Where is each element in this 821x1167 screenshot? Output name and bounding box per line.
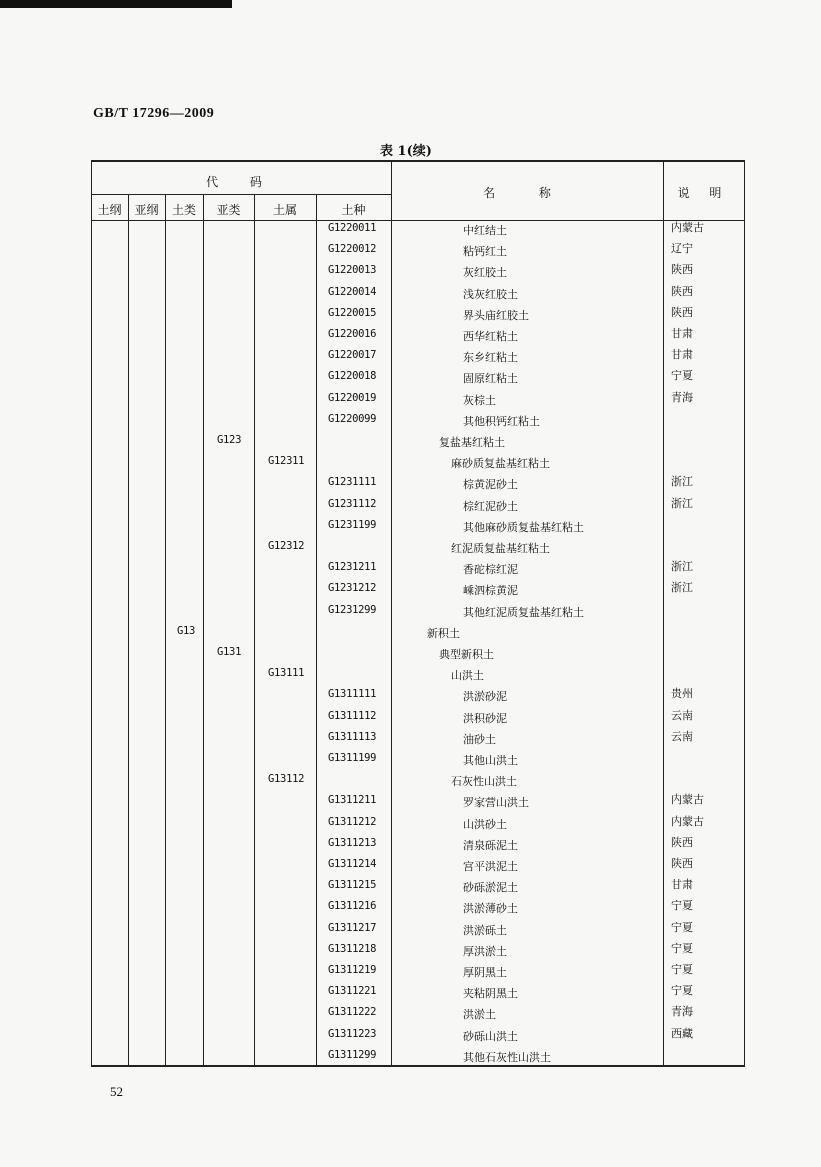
- row-code: G1231199: [328, 518, 377, 531]
- row-code: G1311219: [328, 964, 377, 976]
- row-note: 云南: [671, 729, 693, 743]
- row-note: 甘肃: [671, 327, 693, 340]
- row-code: G1311223: [328, 1027, 377, 1040]
- row-code: G1220016: [328, 328, 377, 340]
- row-name: 洪淤砾土: [463, 923, 507, 937]
- row-code: G1220099: [328, 412, 377, 425]
- row-name: 洪积砂泥: [463, 711, 507, 725]
- row-code: G1311218: [328, 942, 377, 955]
- row-note: 云南: [671, 708, 693, 722]
- row-name: 山洪土: [451, 669, 484, 683]
- header-series: 土种: [341, 203, 366, 217]
- row-note: 浙江: [671, 475, 693, 489]
- row-name: 其他石灰性山洪土: [463, 1050, 551, 1064]
- header-name: 名 称: [483, 186, 571, 200]
- row-note: 陕西: [671, 263, 693, 277]
- page-number: 52: [110, 1084, 123, 1099]
- row-name: 洪淤土: [463, 1008, 496, 1022]
- row-name: 洪淤薄砂土: [463, 902, 518, 916]
- row-name: 嵊泗棕黄泥: [463, 584, 518, 598]
- row-code: G1311215: [328, 879, 377, 892]
- row-name: 宫平洪泥土: [463, 860, 518, 873]
- row-code: G1311113: [328, 730, 377, 743]
- row-note: 陕西: [671, 835, 693, 849]
- row-note: 浙江: [671, 560, 693, 574]
- header-soil-order: 土纲: [97, 203, 122, 217]
- table-header-bottom-rule: [91, 220, 745, 221]
- row-name: 灰棕土: [463, 393, 496, 407]
- row-name: 其他麻砂质复盐基红粘土: [463, 520, 584, 534]
- header-note: 说 明: [677, 186, 730, 200]
- row-name: 灰红胶土: [463, 266, 507, 280]
- row-note: 甘肃: [671, 878, 693, 892]
- row-code: G1311214: [328, 858, 377, 870]
- row-note: 贵州: [671, 687, 693, 701]
- row-code: G1220018: [328, 370, 377, 383]
- row-name: 山洪砂土: [463, 817, 507, 831]
- standard-number: GB/T 17296—2009: [93, 106, 215, 121]
- row-note: 宁夏: [671, 369, 693, 383]
- row-note: 宁夏: [671, 941, 693, 955]
- table-caption: 表 1(续): [380, 144, 432, 159]
- row-note: 宁夏: [671, 899, 693, 913]
- col-rule: [744, 160, 745, 1066]
- row-code: G1311216: [328, 900, 377, 913]
- row-code: G1220014: [328, 285, 377, 298]
- row-code: G1231111: [328, 476, 377, 489]
- row-name: 中红结土: [463, 224, 507, 237]
- col-rule: [663, 160, 664, 1066]
- row-name: 砂砾山洪土: [463, 1029, 518, 1043]
- soil-code-table: [91, 160, 745, 1072]
- row-name: 棕红泥砂土: [463, 499, 518, 513]
- row-code: G1311221: [328, 985, 377, 998]
- row-code: G1220015: [328, 306, 377, 319]
- row-code: G1220017: [328, 349, 377, 362]
- col-rule: [128, 194, 129, 1066]
- header-family: 土属: [272, 203, 297, 217]
- row-code: G1231299: [328, 603, 377, 616]
- row-name: 界头庙红胶土: [463, 308, 529, 322]
- header-suborder: 亚纲: [134, 203, 159, 217]
- row-name: 浅灰红胶土: [463, 287, 518, 301]
- row-name: 夹粘阴黑土: [463, 987, 518, 1001]
- row-code: G1311112: [328, 709, 377, 722]
- row-code: G1220013: [328, 264, 377, 277]
- row-name: 其他积钙红粘土: [463, 414, 540, 428]
- code-group-header: 代 码: [206, 175, 276, 189]
- row-name: 油砂土: [463, 732, 496, 746]
- row-code: G1220019: [328, 391, 377, 404]
- row-name: 复盐基红粘土: [439, 436, 505, 449]
- row-note: 宁夏: [671, 963, 693, 976]
- row-name: 红泥质复盐基红粘土: [451, 542, 550, 555]
- row-note: 浙江: [671, 581, 693, 595]
- row-code: G1231212: [328, 582, 377, 595]
- table-top-rule: [91, 160, 745, 162]
- col-rule: [165, 194, 166, 1066]
- row-note: 宁夏: [671, 920, 693, 934]
- row-name: 新积土: [427, 626, 460, 640]
- row-code: G1231211: [328, 561, 377, 574]
- row-name: 砂砾淤泥土: [463, 881, 518, 895]
- row-code: G1311111: [328, 688, 377, 701]
- col-rule: [316, 194, 317, 1066]
- row-code: G1311217: [328, 921, 377, 934]
- row-name: 固原红粘土: [463, 372, 518, 386]
- row-name: 洪淤砂泥: [463, 690, 507, 704]
- col-rule: [391, 160, 392, 1066]
- row-note: 青海: [671, 1005, 693, 1019]
- row-code: G12311: [268, 455, 305, 468]
- row-note: 内蒙古: [671, 221, 704, 234]
- row-code: G1311199: [328, 752, 377, 764]
- row-code: G13: [177, 624, 196, 637]
- row-code: G1311212: [328, 815, 377, 828]
- row-name: 石灰性山洪土: [451, 775, 517, 789]
- table-bottom-rule: [91, 1065, 745, 1067]
- row-name: 粘钙红土: [463, 245, 507, 259]
- col-rule: [203, 194, 204, 1066]
- row-code: G131: [217, 646, 242, 658]
- row-note: 陕西: [671, 857, 693, 870]
- row-note: 西藏: [671, 1026, 693, 1040]
- row-code: G13112: [268, 773, 305, 786]
- row-name: 其他红泥质复盐基红粘土: [463, 605, 584, 619]
- row-name: 厚阴黑土: [463, 966, 507, 979]
- header-group: 土类: [171, 203, 196, 217]
- row-name: 东乡红粘土: [463, 351, 518, 365]
- row-name: 清泉砾泥土: [463, 838, 518, 852]
- table-header-mid-rule: [91, 194, 391, 195]
- row-note: 陕西: [671, 305, 693, 319]
- row-note: 宁夏: [671, 984, 693, 998]
- row-code: G123: [217, 434, 242, 446]
- row-name: 其他山洪土: [463, 754, 518, 767]
- row-code: G12312: [268, 540, 305, 552]
- row-code: G1311222: [328, 1006, 377, 1019]
- row-code: G1231112: [328, 497, 377, 510]
- row-name: 罗家营山洪土: [463, 796, 529, 810]
- row-code: G1311211: [328, 794, 377, 807]
- row-name: 棕黄泥砂土: [463, 478, 518, 492]
- row-name: 香砣棕红泥: [463, 563, 518, 577]
- row-note: 内蒙古: [671, 814, 704, 828]
- col-rule: [254, 194, 255, 1066]
- row-note: 青海: [671, 390, 693, 404]
- row-code: G1311299: [328, 1048, 377, 1061]
- row-code: G1220011: [328, 222, 377, 234]
- row-name: 麻砂质复盐基红粘土: [451, 457, 550, 471]
- row-note: 陕西: [671, 284, 693, 298]
- row-note: 内蒙古: [671, 793, 704, 807]
- row-note: 甘肃: [671, 348, 693, 362]
- row-code: G1311213: [328, 836, 377, 849]
- scan-edge-bar: [0, 0, 232, 8]
- row-note: 浙江: [671, 496, 693, 510]
- row-name: 西华红粘土: [463, 330, 518, 343]
- row-name: 厚洪淤土: [463, 944, 507, 958]
- row-code: G13111: [268, 667, 305, 680]
- header-subgroup: 亚类: [216, 203, 241, 217]
- row-code: G1220012: [328, 243, 377, 256]
- col-rule: [91, 160, 92, 1066]
- row-note: 辽宁: [671, 242, 693, 256]
- row-name: 典型新积土: [439, 648, 494, 661]
